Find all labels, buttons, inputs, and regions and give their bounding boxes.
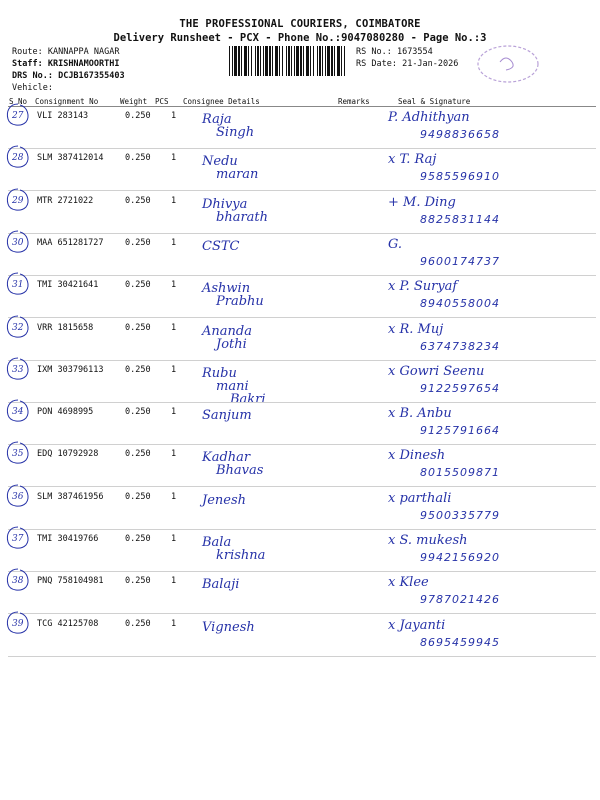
pcs-value: 1 xyxy=(171,280,177,291)
pcs-value: 1 xyxy=(171,364,177,375)
pcs-value: 1 xyxy=(171,237,177,248)
staff-line xyxy=(12,59,120,69)
table-row xyxy=(8,530,596,572)
consignee-name: krishna xyxy=(216,548,266,563)
pcs-value: 1 xyxy=(171,576,177,587)
runsheet-subtitle: Delivery Runsheet - PCX - Phone No.:9047080280 - Page No.:3 xyxy=(113,32,487,44)
pcs-value: 1 xyxy=(171,407,177,418)
receiver-signature: x B. Anbu xyxy=(388,406,452,422)
serial-number: 35 xyxy=(12,449,24,460)
weight-value: 0.250 xyxy=(125,407,151,418)
receiver-phone: 9122597654 xyxy=(420,381,500,395)
consignee-name: Dhivya xyxy=(202,196,248,212)
table-row xyxy=(8,149,596,191)
consignee-name: Kadhar xyxy=(202,450,251,466)
serial-number: 30 xyxy=(12,237,24,248)
receiver-phone: 8940558004 xyxy=(420,297,500,311)
consignment-number: PON 4698995 xyxy=(37,407,94,418)
weight-value: 0.250 xyxy=(125,576,151,587)
rs-date-value: 21-Jan-2026 xyxy=(402,59,459,69)
office-stamp-icon xyxy=(474,42,540,86)
vehicle-line xyxy=(12,83,53,93)
serial-number: 28 xyxy=(12,153,24,164)
col-consignment: Consignment No xyxy=(35,97,99,106)
drs-label: DRS No.: xyxy=(12,71,53,81)
table-row xyxy=(8,488,596,530)
serial-number: 32 xyxy=(12,322,24,333)
col-weight: Weight xyxy=(120,97,148,106)
weight-value: 0.250 xyxy=(125,280,151,291)
consignee-name: bharath xyxy=(216,209,269,225)
receiver-signature: x P. Suryaf xyxy=(388,279,458,295)
receiver-phone: 9500335779 xyxy=(420,508,500,522)
serial-number: 31 xyxy=(12,280,24,291)
consignment-number: SLM 387461956 xyxy=(37,491,104,502)
consignee-name: Jenesh xyxy=(202,492,247,508)
pcs-value: 1 xyxy=(171,153,177,164)
consignment-number: EDQ 10792928 xyxy=(37,449,99,460)
pcs-value: 1 xyxy=(171,195,177,206)
rs-date-label: RS Date: xyxy=(356,59,397,69)
weight-value: 0.250 xyxy=(125,364,151,375)
consignee-name: Raja xyxy=(202,112,232,127)
serial-number: 29 xyxy=(12,195,24,206)
route-value: KANNAPPA NAGAR xyxy=(47,47,120,57)
receiver-signature: x Jayanti xyxy=(388,617,446,633)
pcs-value: 1 xyxy=(171,322,177,333)
receiver-signature: P. Adhithyan xyxy=(388,110,470,125)
serial-number: 27 xyxy=(12,111,24,121)
weight-value: 0.250 xyxy=(125,618,151,629)
table-row xyxy=(8,445,596,487)
receiver-signature: x Gowri Seenu xyxy=(388,363,485,379)
col-consignee: Consignee Details xyxy=(183,97,260,106)
consignment-number: MTR 2721022 xyxy=(37,195,94,206)
receiver-phone: 9600174737 xyxy=(420,254,500,268)
receiver-phone: 6374738234 xyxy=(420,339,500,353)
consignment-number: VLI 283143 xyxy=(37,111,89,121)
consignee-name: Bala xyxy=(202,535,232,550)
consignee-name: Ananda xyxy=(202,323,252,339)
drs-line xyxy=(12,71,125,81)
serial-number: 33 xyxy=(12,364,24,375)
pcs-value: 1 xyxy=(171,534,177,544)
table-row xyxy=(8,615,596,657)
consignment-number: VRR 1815658 xyxy=(37,322,94,333)
table-row xyxy=(8,107,596,149)
consignee-name: Bhavas xyxy=(216,463,264,479)
consignee-name: CSTC xyxy=(202,238,240,254)
table-row xyxy=(8,403,596,445)
receiver-phone: 9498836658 xyxy=(420,128,500,141)
weight-value: 0.250 xyxy=(125,153,151,164)
weight-value: 0.250 xyxy=(125,534,151,544)
serial-number: 37 xyxy=(12,534,24,544)
consignee-name: Vignesh xyxy=(202,619,255,635)
rs-date-line xyxy=(356,59,458,69)
consignment-number: TMI 30421641 xyxy=(37,280,99,291)
weight-value: 0.250 xyxy=(125,195,151,206)
route-label: Route: xyxy=(12,47,43,57)
route-line xyxy=(12,47,120,57)
consignment-number: IXM 303796113 xyxy=(37,364,104,375)
weight-value: 0.250 xyxy=(125,322,151,333)
weight-value: 0.250 xyxy=(125,237,151,248)
consignee-name: Balaji xyxy=(202,577,240,593)
receiver-signature: x Dinesh xyxy=(388,448,446,464)
consignment-number: SLM 387412014 xyxy=(37,153,104,164)
row-divider xyxy=(8,656,596,657)
receiver-signature: x Klee xyxy=(388,575,429,591)
receiver-signature: x S. mukesh xyxy=(388,533,468,548)
consignee-name: maran xyxy=(216,167,259,183)
receiver-phone: 8825831144 xyxy=(420,212,500,226)
col-remarks: Remarks xyxy=(338,97,370,106)
staff-value: KRISHNAMOORTHI xyxy=(47,59,120,69)
receiver-phone: 9585596910 xyxy=(420,170,500,184)
consignee-name: Sanjum xyxy=(202,408,252,424)
table-row xyxy=(8,276,596,318)
consignment-number: PNQ 758104981 xyxy=(37,576,104,587)
table-row xyxy=(8,319,596,361)
serial-number: 34 xyxy=(12,407,24,418)
table-row xyxy=(8,361,596,407)
rs-no-label: RS No.: xyxy=(356,47,392,57)
serial-number: 38 xyxy=(12,576,24,587)
receiver-phone: 9942156920 xyxy=(420,551,500,564)
pcs-value: 1 xyxy=(171,111,177,121)
consignee-name: Ashwin xyxy=(202,281,251,297)
consignee-name: Jothi xyxy=(216,336,247,352)
weight-value: 0.250 xyxy=(125,111,151,121)
pcs-value: 1 xyxy=(171,618,177,629)
serial-number: 36 xyxy=(12,491,24,502)
receiver-phone: 8015509871 xyxy=(420,466,500,480)
receiver-signature: G. xyxy=(388,236,403,252)
receiver-signature: x R. Muj xyxy=(388,321,444,337)
consignee-name: Rubu xyxy=(202,365,237,381)
table-row xyxy=(8,572,596,614)
consignee-name: mani xyxy=(216,378,249,394)
col-sno: S No xyxy=(9,97,28,106)
rs-no-value: 1673554 xyxy=(396,47,433,57)
table-row xyxy=(8,192,596,234)
consignee-name: Bakri xyxy=(230,391,266,407)
pcs-value: 1 xyxy=(171,491,177,502)
runsheet-title: THE PROFESSIONAL COURIERS, COIMBATORE xyxy=(179,18,421,30)
barcode-icon xyxy=(228,46,350,76)
consignee-name: Singh xyxy=(216,125,255,140)
consignment-number: TMI 30419766 xyxy=(37,534,99,544)
table-row xyxy=(8,234,596,276)
serial-number: 39 xyxy=(12,618,24,629)
receiver-phone: 8695459945 xyxy=(420,635,500,649)
receiver-signature: + M. Ding xyxy=(388,194,456,210)
vehicle-label: Vehicle: xyxy=(12,83,53,93)
consignee-name: Prabhu xyxy=(216,294,264,310)
weight-value: 0.250 xyxy=(125,491,151,502)
consignment-number: TCG 42125708 xyxy=(37,618,99,629)
receiver-phone: 9125791664 xyxy=(420,424,500,438)
pcs-value: 1 xyxy=(171,449,177,460)
receiver-signature: x parthali xyxy=(388,490,452,506)
receiver-signature: x T. Raj xyxy=(388,152,437,168)
consignee-name: Nedu xyxy=(202,154,238,170)
rs-no-line xyxy=(356,47,433,57)
col-pcs: PCS xyxy=(155,97,169,106)
weight-value: 0.250 xyxy=(125,449,151,460)
drs-value: DCJB167355403 xyxy=(58,71,125,81)
receiver-phone: 9787021426 xyxy=(420,593,500,607)
consignment-number: MAA 651281727 xyxy=(37,237,104,248)
staff-label: Staff: xyxy=(12,59,43,69)
col-seal-signature: Seal & Signature xyxy=(398,97,471,106)
